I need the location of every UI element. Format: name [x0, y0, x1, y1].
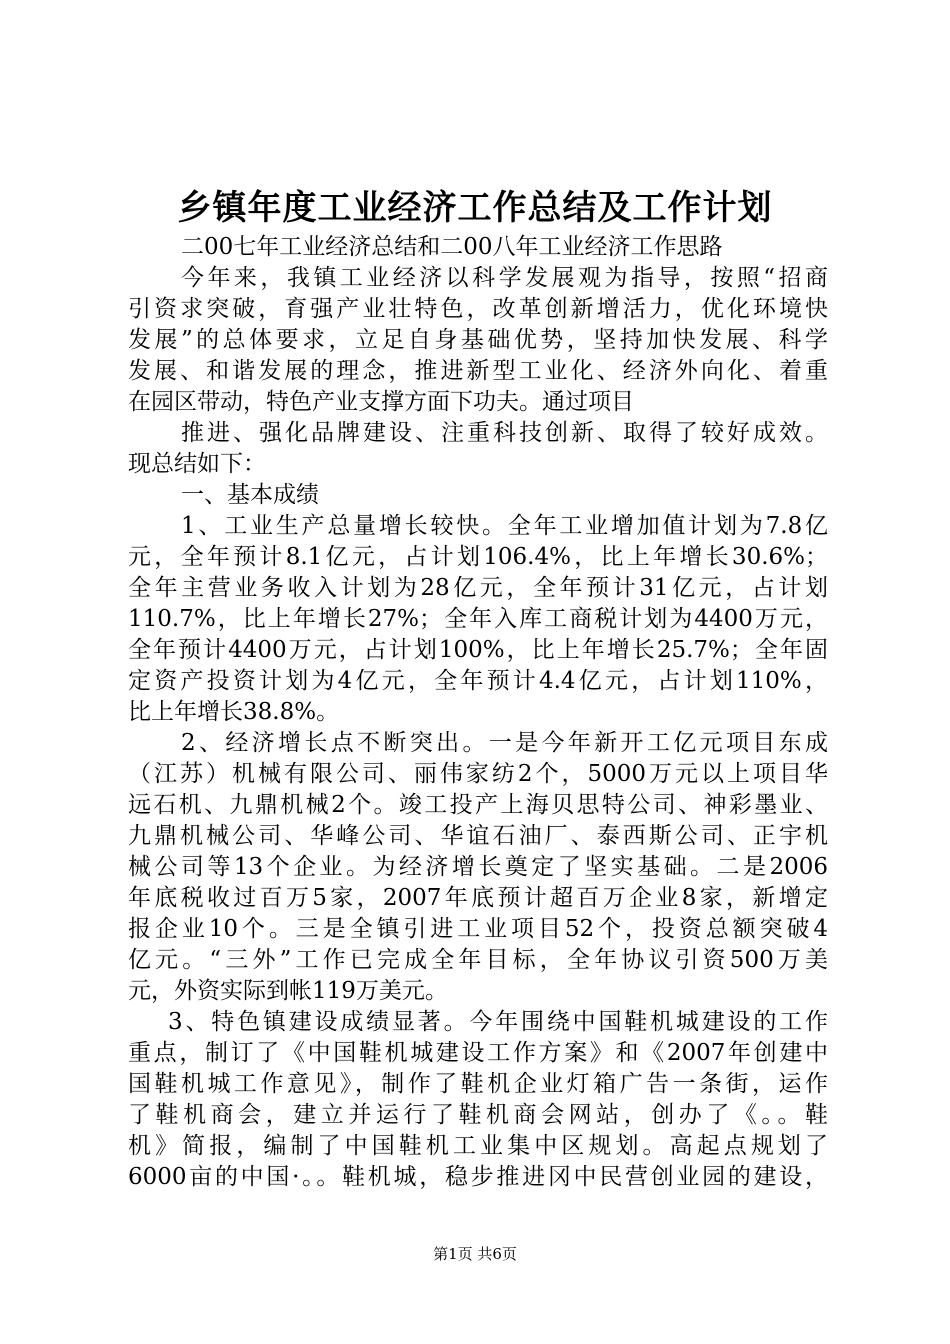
body-text-line: 今年来，我镇工业经济以科学发展观为指导，按照“招商 [181, 265, 828, 291]
body-text-line: 全年预计4400万元，占计划100%，比上年增长25.7%；全年固 [128, 637, 828, 663]
document-title: 乡镇年度工业经济工作总结及工作计划 [177, 188, 773, 228]
body-text-line: 元，外资实际到帐119万美元。 [128, 978, 448, 1004]
body-text-line: 报企业10个。三是全镇引进工业项目52个，投资总额突破4 [128, 916, 828, 942]
body-text-line: 重点，制订了《中国鞋机城建设工作方案》和《2007年创建中 [128, 1040, 828, 1066]
document-body [128, 232, 828, 1193]
body-text-line: 国鞋机城工作意见》，制作了鞋机企业灯箱广告一条街，运作 [128, 1071, 828, 1097]
body-text-line: 一、基本成绩 [181, 482, 319, 508]
body-text-line: 定资产投资计划为4亿元，全年预计4.4亿元，占计划110%， [128, 668, 828, 694]
body-text-line: 机》简报，编制了中国鞋机工业集中区规划。高起点规划了 [128, 1133, 828, 1159]
body-text-line: 年底税收过百万5家，2007年底预计超百万企业8家，新增定 [128, 885, 828, 911]
body-text-line: 在园区带动，特色产业支撑方面下功夫。通过项目 [128, 389, 634, 415]
body-text-line: 全年主营业务收入计划为28亿元，全年预计31亿元，占计划 [128, 575, 828, 601]
body-text-line: 了鞋机商会，建立并运行了鞋机商会网站，创办了《。。鞋 [128, 1102, 828, 1128]
body-text-line: 发展”的总体要求，立足自身基础优势，坚持加快发展、科学 [128, 327, 828, 353]
body-text-line: 九鼎机械公司、华峰公司、华谊石油厂、泰西斯公司、正宇机 [128, 823, 828, 849]
body-text-line: 引资求突破，育强产业壮特色，改革创新增活力，优化环境快 [128, 296, 828, 322]
body-text-line: 1、工业生产总量增长较快。全年工业增加值计划为7.8亿 [181, 513, 828, 539]
body-text-line: 110.7%，比上年增长27%；全年入库工商税计划为4400万元， [128, 606, 828, 632]
body-text-line: 比上年增长38.8%。 [128, 699, 340, 725]
body-text-line: 3、特色镇建设成绩显著。今年围绕中国鞋机城建设的工作 [168, 1009, 828, 1035]
body-text-line: 二00七年工业经济总结和二00八年工业经济工作思路 [181, 234, 723, 260]
body-text-line: 元，全年预计8.1亿元，占计划106.4%，比上年增长30.6%； [128, 544, 828, 570]
body-text-line: 发展、和谐发展的理念，推进新型工业化、经济外向化、着重 [128, 358, 828, 384]
body-text-line: 现总结如下： [128, 451, 266, 477]
body-text-line: 亿元。“三外”工作已完成全年目标，全年协议引资500万美 [128, 947, 828, 973]
body-text-line: （江苏）机械有限公司、丽伟家纺2个，5000万元以上项目华 [128, 761, 828, 787]
body-text-line: 远石机、九鼎机械2个。竣工投产上海贝思特公司、神彩墨业、 [128, 792, 828, 818]
body-text-line: 推进、强化品牌建设、注重科技创新、取得了较好成效。 [181, 420, 828, 446]
page-footer: 第1页 共6页 [433, 1245, 517, 1263]
body-text-line: 械公司等13个企业。为经济增长奠定了坚实基础。二是2006 [128, 854, 828, 880]
body-text-line: 6000亩的中国·。。鞋机城，稳步推进冈中民营创业园的建设， [128, 1164, 828, 1190]
body-text-line: 2、经济增长点不断突出。一是今年新开工亿元项目东成 [181, 730, 828, 756]
